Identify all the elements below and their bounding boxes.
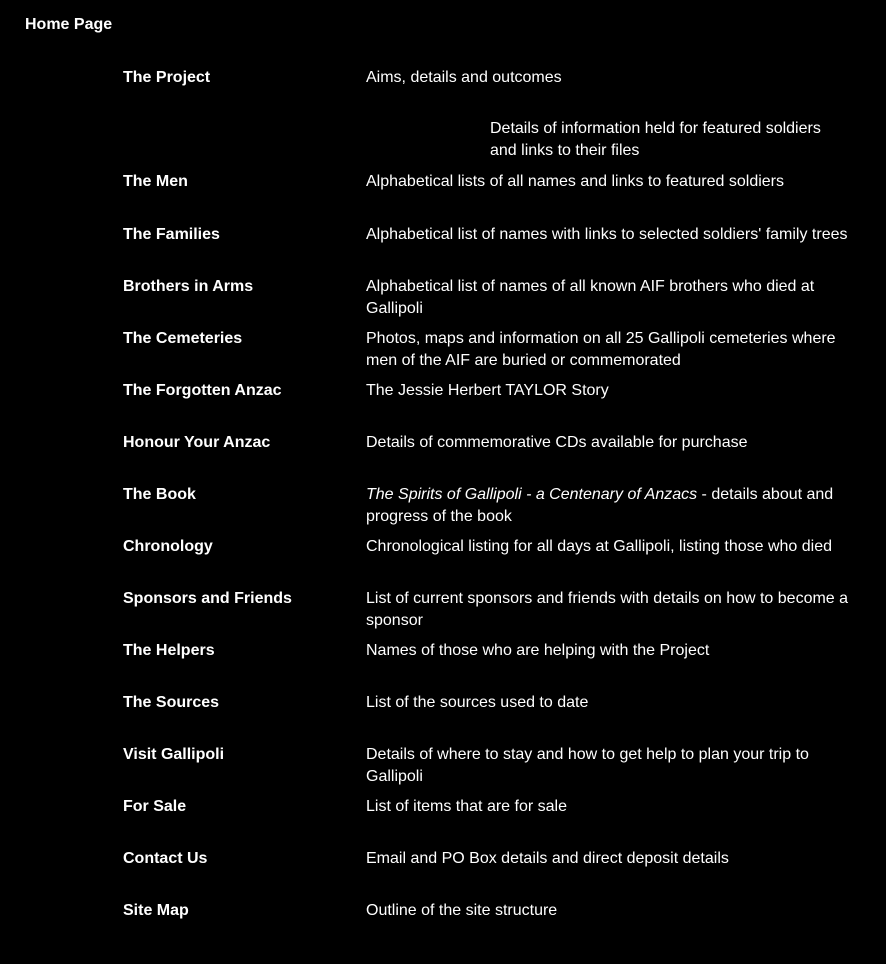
menu-desc-visit-gallipoli: Details of where to stay and how to get help to plan your trip to Gallipoli: [366, 746, 809, 785]
home-page-link[interactable]: Home Page: [25, 16, 113, 33]
menu-link-the-families[interactable]: The Families: [123, 226, 220, 243]
menu-link-sponsors-and-friends[interactable]: Sponsors and Friends: [123, 590, 292, 607]
menu-desc-site-map: Outline of the site structure: [366, 902, 558, 919]
menu-link-the-helpers[interactable]: The Helpers: [123, 642, 215, 659]
menu-link-brothers-in-arms[interactable]: Brothers in Arms: [123, 278, 254, 295]
menu-link-chronology[interactable]: Chronology: [123, 538, 213, 555]
menu-link-the-project[interactable]: The Project: [123, 69, 211, 86]
menu-link-the-men[interactable]: The Men: [123, 173, 188, 190]
menu-link-honour-your-anzac[interactable]: Honour Your Anzac: [123, 434, 271, 451]
menu-desc-the-project: Aims, details and outcomes: [366, 69, 562, 86]
menu-desc-the-helpers: Names of those who are helping with the Project: [366, 642, 710, 659]
menu-link-visit-gallipoli[interactable]: Visit Gallipoli: [123, 746, 225, 763]
featured-soldiers-note: Details of information held for featured soldiers and links to their files: [490, 120, 821, 159]
menu-link-the-book[interactable]: The Book: [123, 486, 196, 503]
book-desc-text: - details about and progress of the book: [366, 486, 834, 525]
menu-desc-the-cemeteries: Photos, maps and information on all 25 Gallipoli cemeteries where men of the AIF are buried or commemorated: [366, 330, 836, 369]
book-title-text: The Spirits of Gallipoli - a Centenary of Anzacs: [366, 486, 698, 503]
menu-desc-honour-your-anzac: Details of commemorative CDs available for purchase: [366, 434, 748, 451]
menu-desc-the-families: Alphabetical list of names with links to selected soldiers' family trees: [366, 226, 848, 243]
menu-desc-contact-us: Email and PO Box details and direct deposit details: [366, 850, 729, 867]
menu-link-site-map[interactable]: Site Map: [123, 902, 189, 919]
menu-link-contact-us[interactable]: Contact Us: [123, 850, 208, 867]
menu-link-the-sources[interactable]: The Sources: [123, 694, 220, 711]
menu-desc-the-sources: List of the sources used to date: [366, 694, 589, 711]
menu-link-the-cemeteries[interactable]: The Cemeteries: [123, 330, 243, 347]
menu-desc-for-sale: List of items that are for sale: [366, 798, 567, 815]
menu-link-the-forgotten-anzac[interactable]: The Forgotten Anzac: [123, 382, 282, 399]
menu-desc-the-forgotten-anzac: The Jessie Herbert TAYLOR Story: [366, 382, 609, 399]
menu-desc-chronology: Chronological listing for all days at Gallipoli, listing those who died: [366, 538, 833, 555]
menu-desc-the-book: [366, 484, 856, 528]
menu-link-for-sale[interactable]: For Sale: [123, 798, 187, 815]
menu-desc-sponsors-and-friends: List of current sponsors and friends with details on how to become a sponsor: [366, 590, 849, 629]
menu-desc-brothers-in-arms: Alphabetical list of names of all known AIF brothers who died at Gallipoli: [366, 278, 815, 317]
menu-desc-the-men: Alphabetical lists of all names and links to featured soldiers: [366, 173, 784, 190]
